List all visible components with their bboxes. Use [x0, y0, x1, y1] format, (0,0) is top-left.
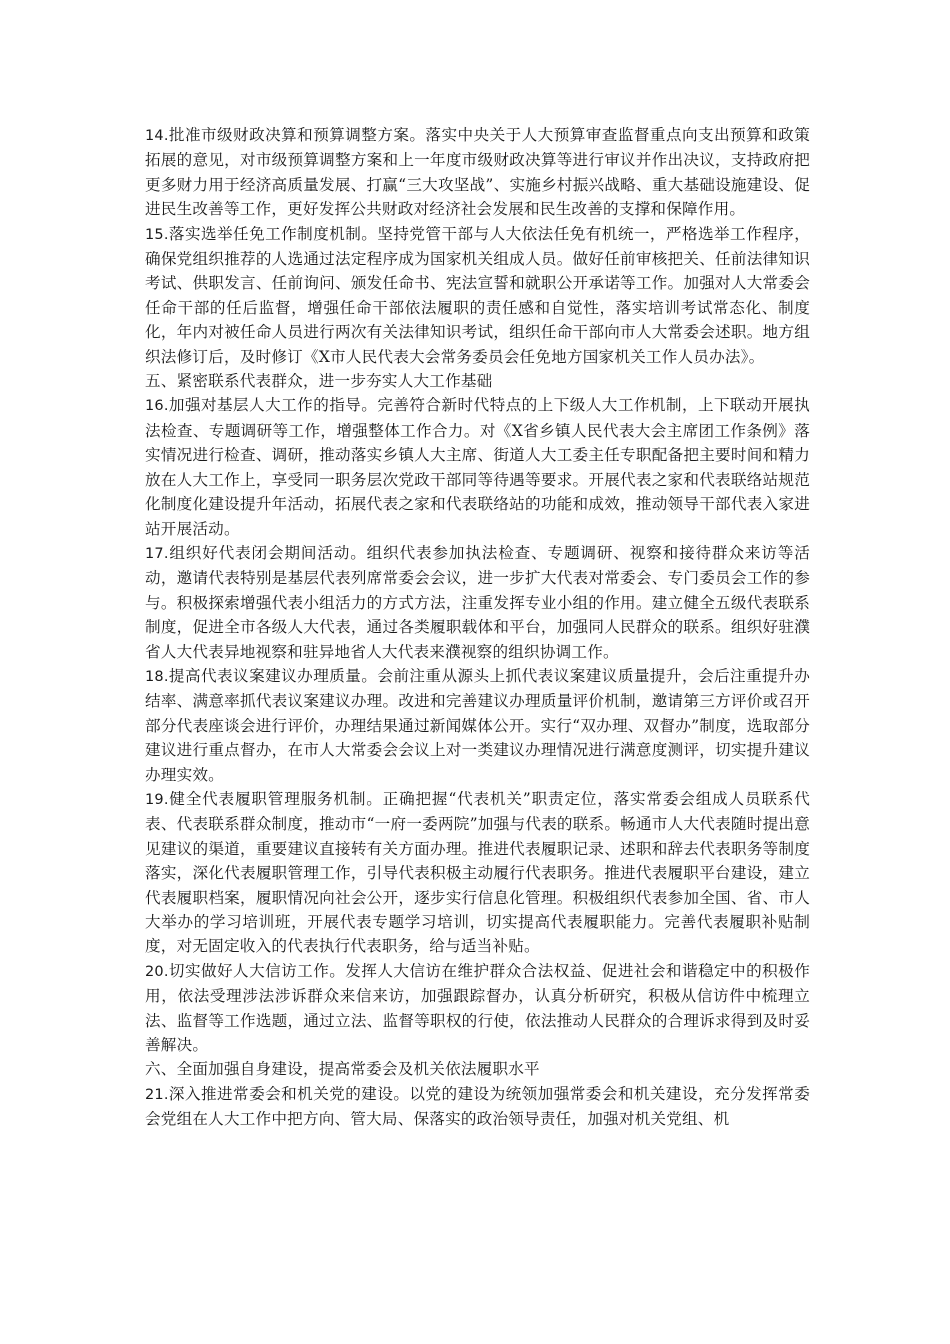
item-number: 21. [145, 1086, 169, 1103]
item-number: 18. [145, 668, 169, 685]
paragraph-17 [145, 541, 810, 664]
paragraph-16 [145, 393, 810, 540]
paragraph-14 [145, 123, 810, 222]
paragraph-text: 加强对基层人大工作的指导。完善符合新时代特点的上下级人大工作机制，上下联动开展执法检查、专题调研等工作，增强整体工作合力。对《X省乡镇人民代表大会主席团工作条例》落实情况进行检查、调研，推动落实乡镇人大主席、街道人大工委主任专职配备把主要时间和精力放在人大工作上，享受同一职务层次党政干部同等待遇等要求。开展代表之家和代表联络站规范化制度化建设提升年活动，拓展代表之家和代表联络站的功能和成效，推动领导干部代表入家进站开展活动。 [145, 396, 810, 538]
item-number: 19. [145, 791, 169, 808]
paragraph-text: 批准市级财政决算和预算调整方案。落实中央关于人大预算审查监督重点向支出预算和政策拓展的意见，对市级预算调整方案和上一年度市级财政决算等进行审议并作出决议，支持政府把更多财力用于经济高质量发展、打赢“三大攻坚战”、实施乡村振兴战略、重大基础设施建设、促进民生改善等工作，更好发挥公共财政对经济社会发展和民生改善的支撑和保障作用。 [145, 126, 810, 219]
paragraph-21 [145, 1082, 810, 1132]
paragraph-15 [145, 222, 810, 369]
section-heading-5: 五、紧密联系代表群众，进一步夯实人大工作基础 [145, 372, 493, 391]
paragraph-text: 提高代表议案建议办理质量。会前注重从源头上抓代表议案建议质量提升，会后注重提升办结率、满意率抓代表议案建议办理。改进和完善建议办理质量评价机制，邀请第三方评价或召开部分代表座谈会进行评价，办理结果通过新闻媒体公开。实行“双办理、双督办”制度，选取部分建议进行重点督办，在市人大常委会会议上对一类建议办理情况进行满意度测评，切实提升建议办理实效。 [145, 666, 810, 784]
item-number: 16. [145, 398, 169, 415]
paragraph-20 [145, 959, 810, 1058]
paragraph-text: 深入推进常委会和机关党的建设。以党的建设为统领加强常委会和机关建设，充分发挥常委会党组在人大工作中把方向、管大局、保落实的政治领导责任，加强对机关党组、机 [145, 1084, 810, 1129]
paragraph-18 [145, 664, 810, 787]
document-page [145, 123, 810, 1132]
item-number: 20. [145, 963, 169, 980]
paragraph-text: 组织好代表闭会期间活动。组织代表参加执法检查、专题调研、视察和接待群众来访等活动，邀请代表特别是基层代表列席常委会会议，进一步扩大代表对常委会、专门委员会工作的参与。积极探索增强代表小组活力的方式方法，注重发挥专业小组的作用。建立健全五级代表联系制度，促进全市各级人大代表，通过各类履职载体和平台，加强同人民群众的联系。组织好驻濮省人大代表异地视察和驻异地省人大代表来濮视察的组织协调工作。 [145, 543, 810, 661]
item-number: 15. [145, 226, 169, 243]
paragraph-text: 落实选举任免工作制度机制。坚持党管干部与人大依法任免有机统一，严格选举工作程序，确保党组织推荐的人选通过法定程序成为国家机关组成人员。做好任前审核把关、任前法律知识考试、供职发言、任前询问、颁发任命书、宪法宣誓和就职公开承诺等工作。加强对人大常委会任命干部的任后监督，增强任命干部依法履职的责任感和自觉性，落实培训考试常态化、制度化，年内对被任命人员进行两次有关法律知识考试，组织任命干部向市人大常委会述职。地方组织法修订后，及时修订《X市人民代表大会常务委员会任免地方国家机关工作人员办法》。 [145, 224, 810, 366]
item-number: 14. [145, 128, 169, 144]
item-number: 17. [145, 545, 169, 562]
section-heading-6: 六、全面加强自身建设，提高常委会及机关依法履职水平 [145, 1060, 540, 1079]
paragraph-19 [145, 787, 810, 959]
paragraph-text: 切实做好人大信访工作。发挥人大信访在维护群众合法权益、促进社会和谐稳定中的积极作用，依法受理涉法涉诉群众来信来访，加强跟踪督办，认真分析研究，积极从信访件中梳理立法、监督等工作选题，通过立法、监督等职权的行使，依法推动人民群众的合理诉求得到及时妥善解决。 [145, 961, 810, 1055]
paragraph-text: 健全代表履职管理服务机制。正确把握“代表机关”职责定位，落实常委会组成人员联系代表、代表联系群众制度，推动市“一府一委两院”加强与代表的联系。畅通市人大代表随时提出意见建议的渠道，重要建议直接转有关方面办理。推进代表履职记录、述职和辞去代表职务等制度落实，深化代表履职管理工作，引导代表积极主动履行代表职务。推进代表履职平台建设，建立代表履职档案，履职情况向社会公开，逐步实行信息化管理。积极组织代表参加全国、省、市人大举办的学习培训班，开展代表专题学习培训，切实提高代表履职能力。完善代表履职补贴制度，对无固定收入的代表执行代表职务，给与适当补贴。 [145, 789, 810, 956]
